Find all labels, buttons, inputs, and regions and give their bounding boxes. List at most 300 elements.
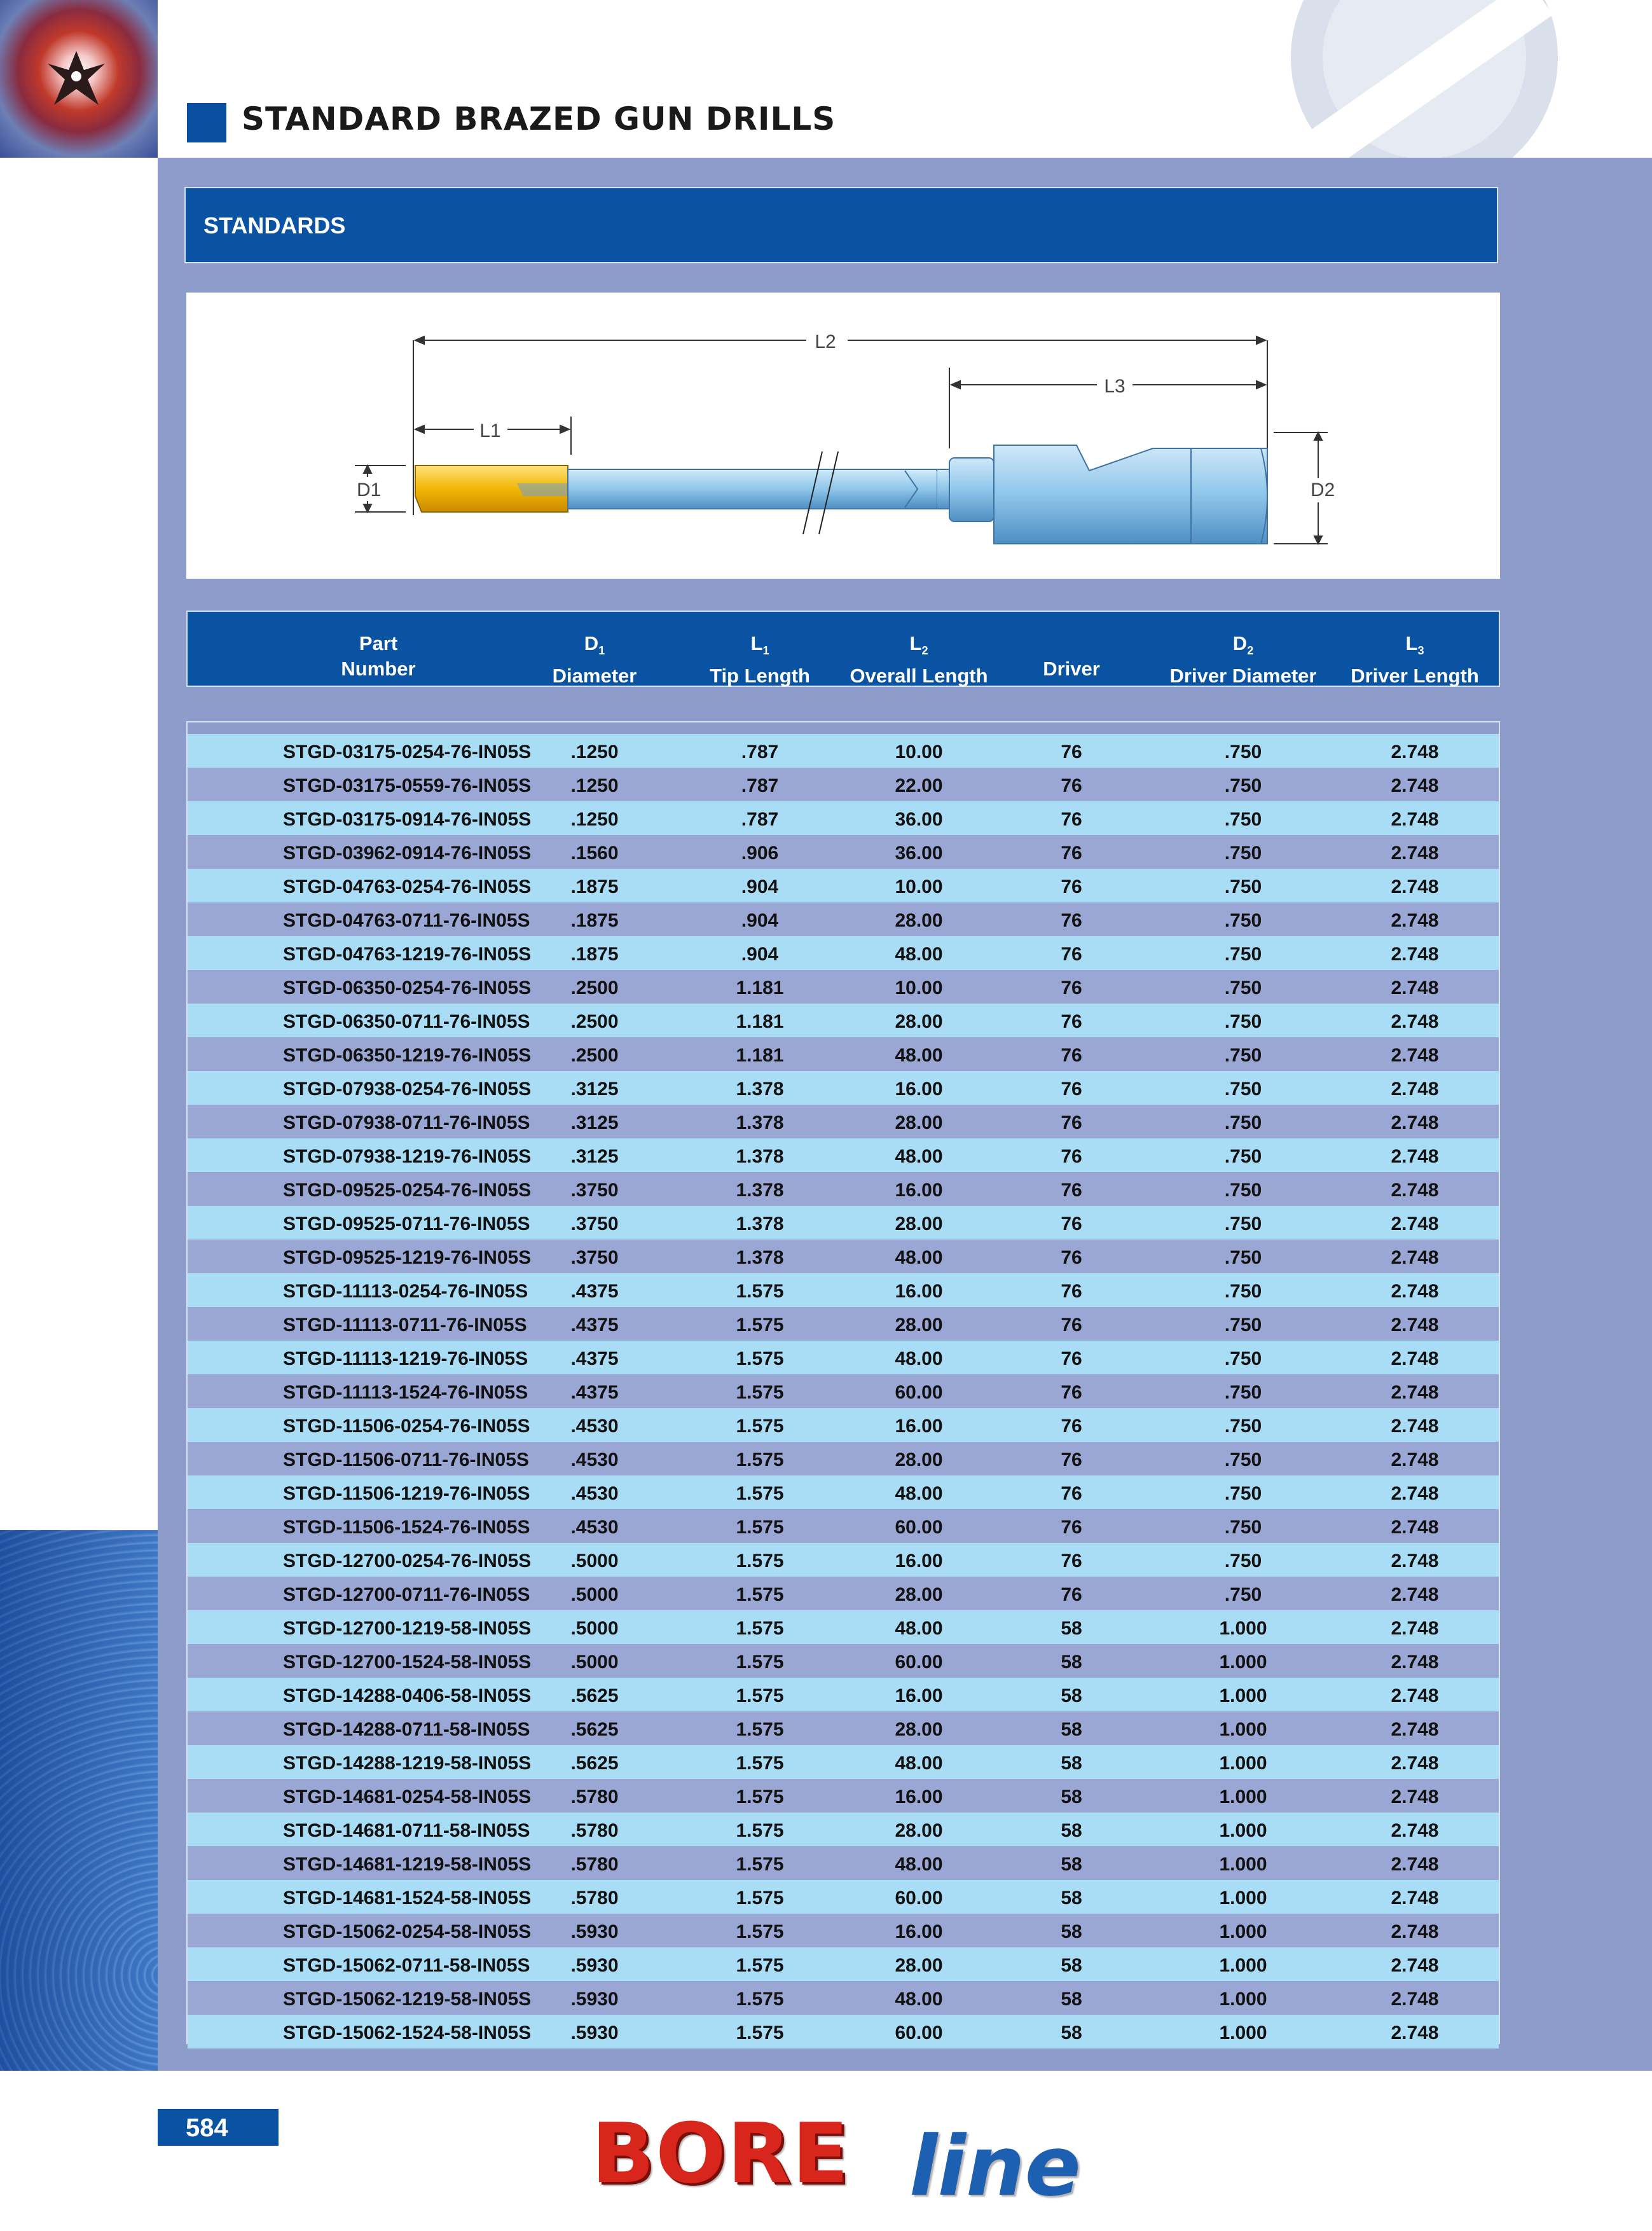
cell-l2: 48.00 bbox=[895, 944, 943, 965]
cell-d2: 1.000 bbox=[1219, 1753, 1267, 1774]
cell-d1: .5000 bbox=[570, 1652, 619, 1673]
cell-d2: 1.000 bbox=[1219, 2022, 1267, 2043]
cell-part-number: STGD-03175-0559-76-IN05S bbox=[283, 775, 532, 796]
cell-l1: 1.181 bbox=[736, 1045, 784, 1066]
cell-l2: 16.00 bbox=[895, 1416, 943, 1437]
cell-d2: 1.000 bbox=[1219, 1685, 1267, 1706]
cell-l3: 2.748 bbox=[1391, 1483, 1439, 1504]
cell-d1: .1560 bbox=[570, 843, 619, 864]
table-row bbox=[188, 1206, 1499, 1240]
cell-d1: .4375 bbox=[570, 1382, 619, 1403]
cell-l2: 16.00 bbox=[895, 1921, 943, 1942]
cell-d2: 1.000 bbox=[1219, 1854, 1267, 1875]
cell-l3: 2.748 bbox=[1391, 775, 1439, 796]
cell-l2: 48.00 bbox=[895, 1989, 943, 2010]
table-row bbox=[188, 1610, 1499, 1644]
cell-l3: 2.748 bbox=[1391, 1517, 1439, 1538]
cell-driver: 76 bbox=[1061, 1180, 1082, 1201]
cell-l3: 2.748 bbox=[1391, 1281, 1439, 1302]
logo-word-line: line bbox=[909, 2118, 1081, 2214]
cell-d1: .5780 bbox=[570, 1786, 619, 1807]
drill-diagram bbox=[186, 293, 1500, 579]
cell-l3: 2.748 bbox=[1391, 1955, 1439, 1976]
cell-driver: 76 bbox=[1061, 1146, 1082, 1167]
table-row bbox=[188, 902, 1499, 936]
cell-driver: 76 bbox=[1061, 944, 1082, 965]
cell-l2: 16.00 bbox=[895, 1079, 943, 1100]
cell-l3: 2.748 bbox=[1391, 1247, 1439, 1268]
cell-driver: 76 bbox=[1061, 1247, 1082, 1268]
cell-l3: 2.748 bbox=[1391, 1652, 1439, 1673]
cell-part-number: STGD-07938-1219-76-IN05S bbox=[283, 1146, 532, 1167]
cell-l2: 28.00 bbox=[895, 1719, 943, 1740]
cell-part-number: STGD-11506-1219-76-IN05S bbox=[283, 1483, 530, 1504]
cell-part-number: STGD-04763-1219-76-IN05S bbox=[283, 944, 532, 965]
cell-d2: .750 bbox=[1224, 742, 1262, 763]
cell-d1: .3125 bbox=[570, 1079, 619, 1100]
cell-l1: 1.575 bbox=[736, 1348, 784, 1369]
cell-driver: 76 bbox=[1061, 1348, 1082, 1369]
cell-d1: .4375 bbox=[570, 1281, 619, 1302]
table-row bbox=[188, 1273, 1499, 1307]
cell-l1: 1.575 bbox=[736, 1517, 784, 1538]
cell-l2: 16.00 bbox=[895, 1786, 943, 1807]
cell-d1: .5000 bbox=[570, 1618, 619, 1639]
cell-part-number: STGD-12700-0254-76-IN05S bbox=[283, 1551, 532, 1571]
cell-d1: .1250 bbox=[570, 775, 619, 796]
cell-l2: 48.00 bbox=[895, 1753, 943, 1774]
cell-l2: 28.00 bbox=[895, 1449, 943, 1470]
cell-l1: 1.181 bbox=[736, 977, 784, 998]
cell-l2: 36.00 bbox=[895, 809, 943, 830]
cell-part-number: STGD-14681-1524-58-IN05S bbox=[283, 1888, 532, 1909]
logo-word-bore: BORE bbox=[591, 2105, 850, 2202]
cell-part-number: STGD-11113-0711-76-IN05S bbox=[283, 1315, 527, 1336]
cell-l2: 16.00 bbox=[895, 1551, 943, 1571]
cell-driver: 76 bbox=[1061, 1483, 1082, 1504]
cell-l1: .906 bbox=[741, 843, 779, 864]
cell-l2: 28.00 bbox=[895, 1213, 943, 1234]
cell-d2: .750 bbox=[1224, 1551, 1262, 1571]
header-l1: $L_1$ Tip Length bbox=[710, 632, 810, 687]
table-row bbox=[188, 1475, 1499, 1509]
cell-d2: .750 bbox=[1224, 1213, 1262, 1234]
cell-l1: 1.575 bbox=[736, 1685, 784, 1706]
table-row bbox=[188, 1644, 1499, 1678]
cell-d2: .750 bbox=[1224, 1112, 1262, 1133]
cell-part-number: STGD-15062-0254-58-IN05S bbox=[283, 1921, 532, 1942]
cell-part-number: STGD-12700-0711-76-IN05S bbox=[283, 1584, 530, 1605]
cell-driver: 76 bbox=[1061, 809, 1082, 830]
table-row bbox=[188, 1711, 1499, 1745]
cell-l3: 2.748 bbox=[1391, 809, 1439, 830]
cell-l1: 1.181 bbox=[736, 1011, 784, 1032]
label-l3: L3 bbox=[1104, 376, 1125, 397]
cell-d1: .4530 bbox=[570, 1416, 619, 1437]
cell-d1: .1250 bbox=[570, 742, 619, 763]
cell-d2: .750 bbox=[1224, 1315, 1262, 1336]
cell-driver: 76 bbox=[1061, 1213, 1082, 1234]
cell-d1: .5930 bbox=[570, 2022, 619, 2043]
cell-d1: .5000 bbox=[570, 1551, 619, 1571]
cell-d2: 1.000 bbox=[1219, 1719, 1267, 1740]
cell-part-number: STGD-14681-0254-58-IN05S bbox=[283, 1786, 532, 1807]
cell-d2: .750 bbox=[1224, 1449, 1262, 1470]
cell-l2: 60.00 bbox=[895, 1517, 943, 1538]
cell-l3: 2.748 bbox=[1391, 910, 1439, 931]
table-row bbox=[188, 970, 1499, 1004]
cell-d1: .4530 bbox=[570, 1517, 619, 1538]
cell-part-number: STGD-11506-0254-76-IN05S bbox=[283, 1416, 530, 1437]
cell-l1: .904 bbox=[741, 876, 779, 897]
cell-part-number: STGD-12700-1219-58-IN05S bbox=[283, 1618, 532, 1639]
cell-l2: 48.00 bbox=[895, 1348, 943, 1369]
cell-driver: 76 bbox=[1061, 1416, 1082, 1437]
cell-driver: 76 bbox=[1061, 1112, 1082, 1133]
cell-part-number: STGD-09525-0254-76-IN05S bbox=[283, 1180, 532, 1201]
cell-d2: .750 bbox=[1224, 944, 1262, 965]
cell-d1: .4530 bbox=[570, 1449, 619, 1470]
cell-d1: .1875 bbox=[570, 944, 619, 965]
corner-photo bbox=[0, 0, 158, 158]
cell-d2: .750 bbox=[1224, 775, 1262, 796]
cell-l3: 2.748 bbox=[1391, 1786, 1439, 1807]
cell-d1: .5625 bbox=[570, 1685, 619, 1706]
cell-d2: .750 bbox=[1224, 809, 1262, 830]
cell-l3: 2.748 bbox=[1391, 1146, 1439, 1167]
cell-l2: 28.00 bbox=[895, 1315, 943, 1336]
table-row bbox=[188, 2015, 1499, 2048]
cell-l3: 2.748 bbox=[1391, 1618, 1439, 1639]
cell-l2: 48.00 bbox=[895, 1854, 943, 1875]
cell-l1: 1.378 bbox=[736, 1112, 784, 1133]
cell-l2: 16.00 bbox=[895, 1180, 943, 1201]
table-row bbox=[188, 801, 1499, 835]
cell-part-number: STGD-11506-0711-76-IN05S bbox=[283, 1449, 529, 1470]
cell-l1: 1.378 bbox=[736, 1079, 784, 1100]
cell-driver: 58 bbox=[1061, 1685, 1082, 1706]
cell-l1: 1.575 bbox=[736, 1786, 784, 1807]
cell-l3: 2.748 bbox=[1391, 944, 1439, 965]
table-row bbox=[188, 1678, 1499, 1711]
cell-l1: 1.575 bbox=[736, 1281, 784, 1302]
cell-l3: 2.748 bbox=[1391, 2022, 1439, 2043]
cell-l3: 2.748 bbox=[1391, 1719, 1439, 1740]
cell-l3: 2.748 bbox=[1391, 1921, 1439, 1942]
cell-l3: 2.748 bbox=[1391, 1820, 1439, 1841]
cell-d1: .5625 bbox=[570, 1719, 619, 1740]
cell-l1: 1.575 bbox=[736, 1921, 784, 1942]
cell-l3: 2.748 bbox=[1391, 1045, 1439, 1066]
cell-part-number: STGD-11113-0254-76-IN05S bbox=[283, 1281, 528, 1302]
cell-part-number: STGD-15062-1524-58-IN05S bbox=[283, 2022, 532, 2043]
cell-l2: 60.00 bbox=[895, 1652, 943, 1673]
cell-l2: 16.00 bbox=[895, 1685, 943, 1706]
cell-d1: .4375 bbox=[570, 1315, 619, 1336]
cell-l1: 1.575 bbox=[736, 1551, 784, 1571]
cell-d2: .750 bbox=[1224, 1079, 1262, 1100]
cell-l1: 1.378 bbox=[736, 1146, 784, 1167]
cell-d2: .750 bbox=[1224, 1146, 1262, 1167]
cell-part-number: STGD-12700-1524-58-IN05S bbox=[283, 1652, 532, 1673]
cell-l3: 2.748 bbox=[1391, 1584, 1439, 1605]
cell-driver: 76 bbox=[1061, 843, 1082, 864]
cell-driver: 76 bbox=[1061, 1315, 1082, 1336]
cell-d1: .3125 bbox=[570, 1112, 619, 1133]
cell-d2: .750 bbox=[1224, 1584, 1262, 1605]
cell-driver: 76 bbox=[1061, 876, 1082, 897]
cell-l1: 1.575 bbox=[736, 1820, 784, 1841]
cell-driver: 76 bbox=[1061, 1011, 1082, 1032]
cell-d1: .1875 bbox=[570, 876, 619, 897]
cell-d1: .5780 bbox=[570, 1888, 619, 1909]
cell-d2: 1.000 bbox=[1219, 1786, 1267, 1807]
cell-d1: .3750 bbox=[570, 1247, 619, 1268]
cell-l2: 28.00 bbox=[895, 1584, 943, 1605]
cell-l1: 1.575 bbox=[736, 1449, 784, 1470]
cell-d2: 1.000 bbox=[1219, 1820, 1267, 1841]
cell-d2: .750 bbox=[1224, 977, 1262, 998]
table-row bbox=[188, 1105, 1499, 1138]
cell-d2: 1.000 bbox=[1219, 1955, 1267, 1976]
cell-part-number: STGD-14288-0406-58-IN05S bbox=[283, 1685, 532, 1706]
table-row bbox=[188, 1138, 1499, 1172]
table-row bbox=[188, 1374, 1499, 1408]
cell-d2: .750 bbox=[1224, 1382, 1262, 1403]
cell-part-number: STGD-09525-1219-76-IN05S bbox=[283, 1247, 532, 1268]
cell-l2: 10.00 bbox=[895, 977, 943, 998]
cell-l3: 2.748 bbox=[1391, 1315, 1439, 1336]
cell-driver: 58 bbox=[1061, 1618, 1082, 1639]
header-l3: $L_3$ Driver Length bbox=[1351, 632, 1479, 687]
cell-l1: .787 bbox=[741, 809, 779, 830]
cell-d1: .2500 bbox=[570, 1011, 619, 1032]
decorative-wave-strip bbox=[0, 1530, 158, 2071]
table-row bbox=[188, 1745, 1499, 1779]
cell-part-number: STGD-03962-0914-76-IN05S bbox=[283, 843, 532, 864]
cell-driver: 76 bbox=[1061, 775, 1082, 796]
cell-d2: .750 bbox=[1224, 1517, 1262, 1538]
cell-l2: 28.00 bbox=[895, 1955, 943, 1976]
cell-d1: .2500 bbox=[570, 1045, 619, 1066]
cell-l2: 28.00 bbox=[895, 1011, 943, 1032]
cell-l2: 48.00 bbox=[895, 1618, 943, 1639]
cell-driver: 76 bbox=[1061, 1584, 1082, 1605]
cell-part-number: STGD-11113-1524-76-IN05S bbox=[283, 1382, 528, 1403]
cell-l3: 2.748 bbox=[1391, 1989, 1439, 2010]
cell-d1: .5625 bbox=[570, 1753, 619, 1774]
table-row bbox=[188, 869, 1499, 902]
cell-part-number: STGD-07938-0711-76-IN05S bbox=[283, 1112, 530, 1133]
cell-driver: 58 bbox=[1061, 1989, 1082, 2010]
cell-l1: 1.575 bbox=[736, 2022, 784, 2043]
label-l2: L2 bbox=[815, 331, 836, 352]
cell-l1: 1.378 bbox=[736, 1180, 784, 1201]
cell-driver: 76 bbox=[1061, 1079, 1082, 1100]
cell-driver: 76 bbox=[1061, 1382, 1082, 1403]
cell-driver: 58 bbox=[1061, 1955, 1082, 1976]
cell-part-number: STGD-11113-1219-76-IN05S bbox=[283, 1348, 528, 1369]
cell-l1: .787 bbox=[741, 742, 779, 763]
cell-l3: 2.748 bbox=[1391, 1416, 1439, 1437]
cell-driver: 76 bbox=[1061, 1517, 1082, 1538]
cell-d1: .1875 bbox=[570, 910, 619, 931]
section-header bbox=[184, 187, 1498, 263]
cell-l1: 1.378 bbox=[736, 1213, 784, 1234]
table-row bbox=[188, 1408, 1499, 1442]
bird-icon bbox=[45, 45, 108, 114]
cell-d1: .3750 bbox=[570, 1180, 619, 1201]
cell-l1: 1.575 bbox=[736, 1854, 784, 1875]
table-row bbox=[188, 1442, 1499, 1475]
cell-d2: .750 bbox=[1224, 1416, 1262, 1437]
cell-driver: 58 bbox=[1061, 1820, 1082, 1841]
table-row bbox=[188, 1577, 1499, 1610]
cell-part-number: STGD-03175-0254-76-IN05S bbox=[283, 742, 532, 763]
cell-l2: 60.00 bbox=[895, 2022, 943, 2043]
cell-part-number: STGD-09525-0711-76-IN05S bbox=[283, 1213, 530, 1234]
cell-driver: 58 bbox=[1061, 1719, 1082, 1740]
table-row bbox=[188, 1846, 1499, 1880]
cell-l1: .904 bbox=[741, 944, 779, 965]
cell-l2: 36.00 bbox=[895, 843, 943, 864]
cell-d2: .750 bbox=[1224, 876, 1262, 897]
cell-d1: .5780 bbox=[570, 1820, 619, 1841]
cell-driver: 76 bbox=[1061, 977, 1082, 998]
table-row bbox=[188, 1004, 1499, 1037]
table-row bbox=[188, 1509, 1499, 1543]
cell-d1: .5780 bbox=[570, 1854, 619, 1875]
table-row bbox=[188, 1543, 1499, 1577]
cell-l2: 48.00 bbox=[895, 1045, 943, 1066]
table-row bbox=[188, 1813, 1499, 1846]
drill-table bbox=[186, 721, 1500, 2044]
cell-driver: 58 bbox=[1061, 1854, 1082, 1875]
cell-l2: 28.00 bbox=[895, 1820, 943, 1841]
cell-d2: 1.000 bbox=[1219, 1618, 1267, 1639]
cell-d1: .3750 bbox=[570, 1213, 619, 1234]
label-d1: D1 bbox=[357, 480, 382, 501]
cell-l3: 2.748 bbox=[1391, 1685, 1439, 1706]
gun-drill-illustration bbox=[415, 445, 1267, 544]
header-part-number: Part Number bbox=[341, 632, 416, 680]
table-row bbox=[188, 1341, 1499, 1374]
cell-d1: .4375 bbox=[570, 1348, 619, 1369]
cell-driver: 76 bbox=[1061, 1551, 1082, 1571]
cell-driver: 58 bbox=[1061, 1652, 1082, 1673]
cell-l1: 1.575 bbox=[736, 1618, 784, 1639]
cell-d2: 1.000 bbox=[1219, 1888, 1267, 1909]
cell-l1: 1.575 bbox=[736, 1416, 784, 1437]
cell-part-number: STGD-14681-1219-58-IN05S bbox=[283, 1854, 532, 1875]
header-d2: $D_2$ Driver Diameter bbox=[1169, 632, 1317, 687]
cell-l1: .787 bbox=[741, 775, 779, 796]
cell-l1: 1.378 bbox=[736, 1247, 784, 1268]
table-header bbox=[186, 611, 1500, 687]
cell-l2: 60.00 bbox=[895, 1382, 943, 1403]
cell-l3: 2.748 bbox=[1391, 1011, 1439, 1032]
cell-l2: 48.00 bbox=[895, 1146, 943, 1167]
cell-d1: .5930 bbox=[570, 1989, 619, 2010]
cell-d2: .750 bbox=[1224, 1348, 1262, 1369]
cell-driver: 76 bbox=[1061, 742, 1082, 763]
cell-driver: 76 bbox=[1061, 1045, 1082, 1066]
cell-l3: 2.748 bbox=[1391, 1753, 1439, 1774]
cell-l3: 2.748 bbox=[1391, 1551, 1439, 1571]
table-row bbox=[188, 768, 1499, 801]
cell-l1: 1.575 bbox=[736, 1315, 784, 1336]
cell-l2: 28.00 bbox=[895, 1112, 943, 1133]
cell-l3: 2.748 bbox=[1391, 1079, 1439, 1100]
header-d1: $D_1$ Diameter bbox=[552, 632, 637, 687]
cell-d2: .750 bbox=[1224, 1045, 1262, 1066]
label-l1: L1 bbox=[479, 420, 501, 441]
cell-l3: 2.748 bbox=[1391, 1449, 1439, 1470]
cell-d2: .750 bbox=[1224, 1281, 1262, 1302]
cell-l2: 16.00 bbox=[895, 1281, 943, 1302]
cell-l2: 48.00 bbox=[895, 1483, 943, 1504]
table-row bbox=[188, 1779, 1499, 1813]
cell-d1: .4530 bbox=[570, 1483, 619, 1504]
cell-part-number: STGD-07938-0254-76-IN05S bbox=[283, 1079, 532, 1100]
cell-l2: 48.00 bbox=[895, 1247, 943, 1268]
cell-l2: 60.00 bbox=[895, 1888, 943, 1909]
table-row bbox=[188, 1947, 1499, 1981]
cell-part-number: STGD-15062-0711-58-IN05S bbox=[283, 1955, 530, 1976]
cell-l1: 1.575 bbox=[736, 1753, 784, 1774]
cell-d2: 1.000 bbox=[1219, 1989, 1267, 2010]
cell-l3: 2.748 bbox=[1391, 1213, 1439, 1234]
cell-d2: .750 bbox=[1224, 1483, 1262, 1504]
cell-part-number: STGD-06350-0254-76-IN05S bbox=[283, 977, 532, 998]
cell-driver: 58 bbox=[1061, 2022, 1082, 2043]
cell-driver: 58 bbox=[1061, 1888, 1082, 1909]
cell-d1: .1250 bbox=[570, 809, 619, 830]
cell-l2: 10.00 bbox=[895, 742, 943, 763]
cell-part-number: STGD-03175-0914-76-IN05S bbox=[283, 809, 532, 830]
header-l2: $L_2$ Overall Length bbox=[850, 632, 988, 687]
cell-l1: 1.575 bbox=[736, 1888, 784, 1909]
table-row bbox=[188, 1071, 1499, 1105]
cell-l2: 28.00 bbox=[895, 910, 943, 931]
cell-l3: 2.748 bbox=[1391, 1888, 1439, 1909]
cell-part-number: STGD-14681-0711-58-IN05S bbox=[283, 1820, 530, 1841]
page-number: 584 bbox=[186, 2114, 228, 2142]
table-row bbox=[188, 1880, 1499, 1914]
cell-l1: 1.575 bbox=[736, 1483, 784, 1504]
cell-l3: 2.748 bbox=[1391, 843, 1439, 864]
cell-d2: .750 bbox=[1224, 843, 1262, 864]
cell-l1: 1.575 bbox=[736, 1652, 784, 1673]
cell-part-number: STGD-04763-0254-76-IN05S bbox=[283, 876, 532, 897]
cell-driver: 58 bbox=[1061, 1786, 1082, 1807]
cell-l1: 1.575 bbox=[736, 1584, 784, 1605]
cell-part-number: STGD-15062-1219-58-IN05S bbox=[283, 1989, 532, 2010]
table-row bbox=[188, 835, 1499, 869]
table-row bbox=[188, 1037, 1499, 1071]
cell-d2: .750 bbox=[1224, 1180, 1262, 1201]
cell-part-number: STGD-06350-1219-76-IN05S bbox=[283, 1045, 532, 1066]
cell-d1: .5930 bbox=[570, 1955, 619, 1976]
cell-d1: .3125 bbox=[570, 1146, 619, 1167]
cell-part-number: STGD-11506-1524-76-IN05S bbox=[283, 1517, 530, 1538]
page-number-box bbox=[158, 2109, 279, 2146]
cell-part-number: STGD-06350-0711-76-IN05S bbox=[283, 1011, 530, 1032]
page-title: STANDARD BRAZED GUN DRILLS bbox=[242, 100, 836, 137]
cell-l1: 1.575 bbox=[736, 1989, 784, 2010]
cell-l3: 2.748 bbox=[1391, 742, 1439, 763]
cell-part-number: STGD-04763-0711-76-IN05S bbox=[283, 910, 530, 931]
